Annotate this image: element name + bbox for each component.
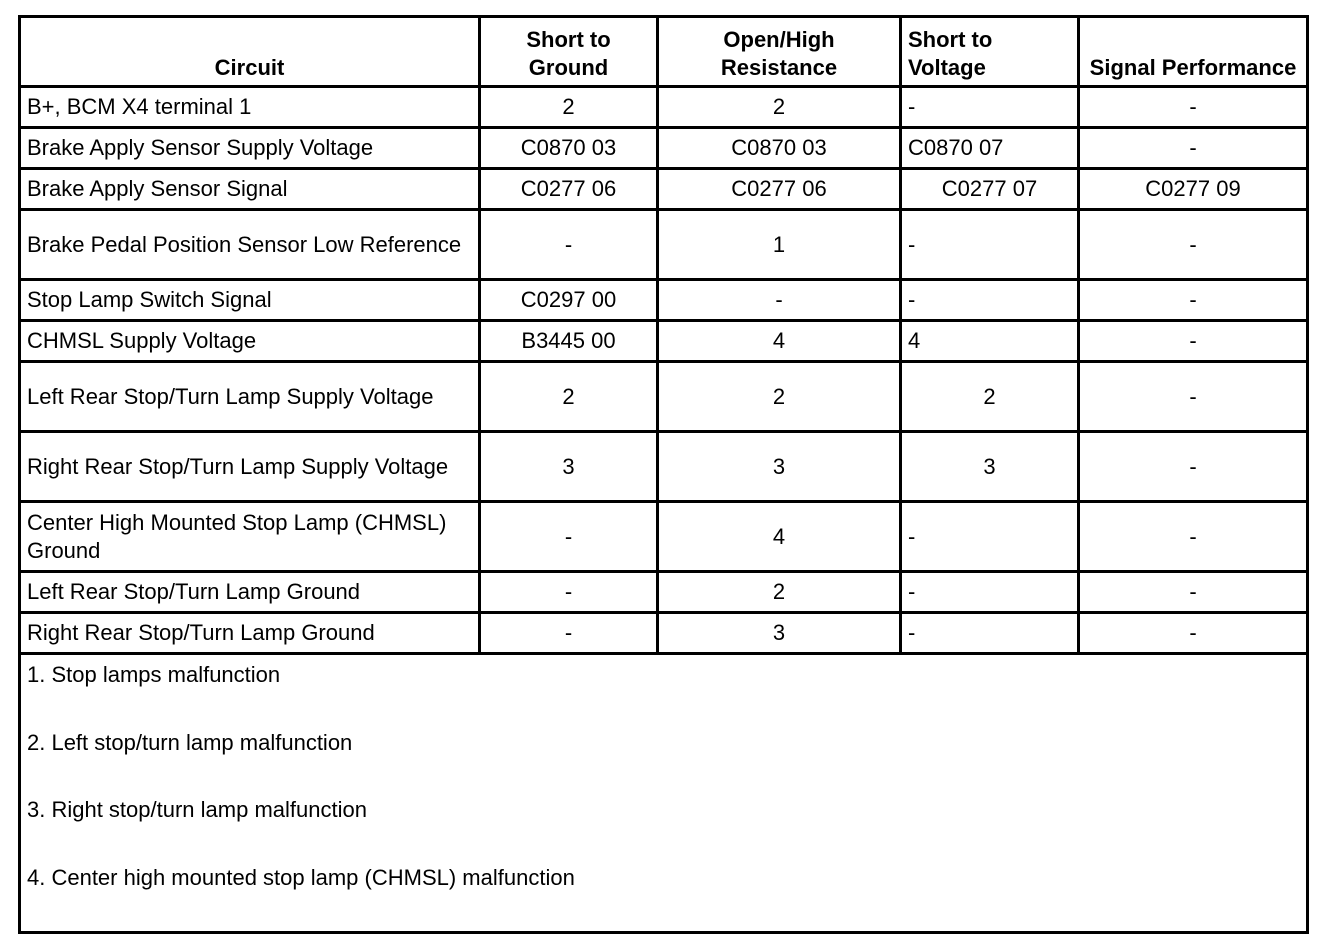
header-signal-performance: Signal Performance xyxy=(1079,17,1308,87)
header-circuit: Circuit xyxy=(20,17,480,87)
short-to-ground-cell: - xyxy=(480,502,658,572)
table-row xyxy=(20,572,1308,613)
open-high-cell: 4 xyxy=(658,502,901,572)
signal-performance-cell: C0277 09 xyxy=(1079,169,1308,210)
short-to-ground-cell: C0870 03 xyxy=(480,128,658,169)
short-to-voltage-cell: 3 xyxy=(901,432,1079,502)
circuit-cell: B+, BCM X4 terminal 1 xyxy=(20,87,480,128)
signal-performance-cell: - xyxy=(1079,87,1308,128)
circuit-cell: Center High Mounted Stop Lamp (CHMSL) Ground xyxy=(20,502,480,572)
open-high-cell: 3 xyxy=(658,432,901,502)
short-to-voltage-cell: - xyxy=(901,572,1079,613)
note-item: 4. Center high mounted stop lamp (CHMSL) malfunction xyxy=(27,864,575,890)
short-to-ground-cell: C0277 06 xyxy=(480,169,658,210)
signal-performance-cell: - xyxy=(1079,502,1308,572)
circuit-cell: Brake Pedal Position Sensor Low Reference xyxy=(20,210,480,280)
table-row xyxy=(20,87,1308,128)
header-short-to-ground: Short to Ground xyxy=(480,17,658,87)
table-row xyxy=(20,169,1308,210)
short-to-ground-cell: 2 xyxy=(480,362,658,432)
short-to-ground-cell: - xyxy=(480,613,658,654)
open-high-cell: C0870 03 xyxy=(658,128,901,169)
short-to-voltage-cell: - xyxy=(901,613,1079,654)
short-to-ground-cell: B3445 00 xyxy=(480,321,658,362)
open-high-cell: - xyxy=(658,280,901,321)
header-open-high-resistance: Open/High Resistance xyxy=(658,17,901,87)
short-to-voltage-cell: C0870 07 xyxy=(901,128,1079,169)
signal-performance-cell: - xyxy=(1079,321,1308,362)
short-to-voltage-cell: 2 xyxy=(901,362,1079,432)
header-short-to-voltage: Short to Voltage xyxy=(901,17,1079,87)
header-row xyxy=(20,17,1308,87)
table-row xyxy=(20,502,1308,572)
circuit-cell: Right Rear Stop/Turn Lamp Supply Voltage xyxy=(20,432,480,502)
notes-cell xyxy=(20,654,1308,933)
short-to-voltage-cell: C0277 07 xyxy=(901,169,1079,210)
circuit-cell: Right Rear Stop/Turn Lamp Ground xyxy=(20,613,480,654)
note-item: 1. Stop lamps malfunction xyxy=(27,662,281,687)
open-high-cell: 2 xyxy=(658,87,901,128)
notes-row xyxy=(20,654,1308,933)
open-high-cell: 2 xyxy=(658,572,901,613)
table-row xyxy=(20,128,1308,169)
short-to-voltage-cell: - xyxy=(901,502,1079,572)
circuit-cell: CHMSL Supply Voltage xyxy=(20,321,480,362)
short-to-voltage-cell: 4 xyxy=(901,321,1079,362)
short-to-ground-cell: - xyxy=(480,572,658,613)
short-to-ground-cell: 2 xyxy=(480,87,658,128)
short-to-ground-cell: - xyxy=(480,210,658,280)
table-row xyxy=(20,280,1308,321)
circuit-cell: Brake Apply Sensor Signal xyxy=(20,169,480,210)
table-row xyxy=(20,362,1308,432)
circuit-cell: Brake Apply Sensor Supply Voltage xyxy=(20,128,480,169)
table-row xyxy=(20,210,1308,280)
open-high-cell: 1 xyxy=(658,210,901,280)
signal-performance-cell: - xyxy=(1079,572,1308,613)
short-to-voltage-cell: - xyxy=(901,210,1079,280)
short-to-voltage-cell: - xyxy=(901,87,1079,128)
short-to-ground-cell: C0297 00 xyxy=(480,280,658,321)
open-high-cell: 2 xyxy=(658,362,901,432)
signal-performance-cell: - xyxy=(1079,210,1308,280)
note-item: 2. Left stop/turn lamp malfunction xyxy=(27,729,353,755)
table-row xyxy=(20,613,1308,654)
circuit-fault-table xyxy=(18,15,1309,934)
table-row xyxy=(20,432,1308,502)
open-high-cell: 4 xyxy=(658,321,901,362)
signal-performance-cell: - xyxy=(1079,613,1308,654)
signal-performance-cell: - xyxy=(1079,280,1308,321)
table-row xyxy=(20,321,1308,362)
short-to-voltage-cell: - xyxy=(901,280,1079,321)
diagnostic-table-container xyxy=(18,15,1306,901)
note-item: 3. Right stop/turn lamp malfunction xyxy=(27,797,367,822)
circuit-cell: Left Rear Stop/Turn Lamp Supply Voltage xyxy=(20,362,480,432)
circuit-cell: Stop Lamp Switch Signal xyxy=(20,280,480,321)
open-high-cell: C0277 06 xyxy=(658,169,901,210)
signal-performance-cell: - xyxy=(1079,128,1308,169)
open-high-cell: 3 xyxy=(658,613,901,654)
short-to-ground-cell: 3 xyxy=(480,432,658,502)
circuit-cell: Left Rear Stop/Turn Lamp Ground xyxy=(20,572,480,613)
signal-performance-cell: - xyxy=(1079,432,1308,502)
signal-performance-cell: - xyxy=(1079,362,1308,432)
